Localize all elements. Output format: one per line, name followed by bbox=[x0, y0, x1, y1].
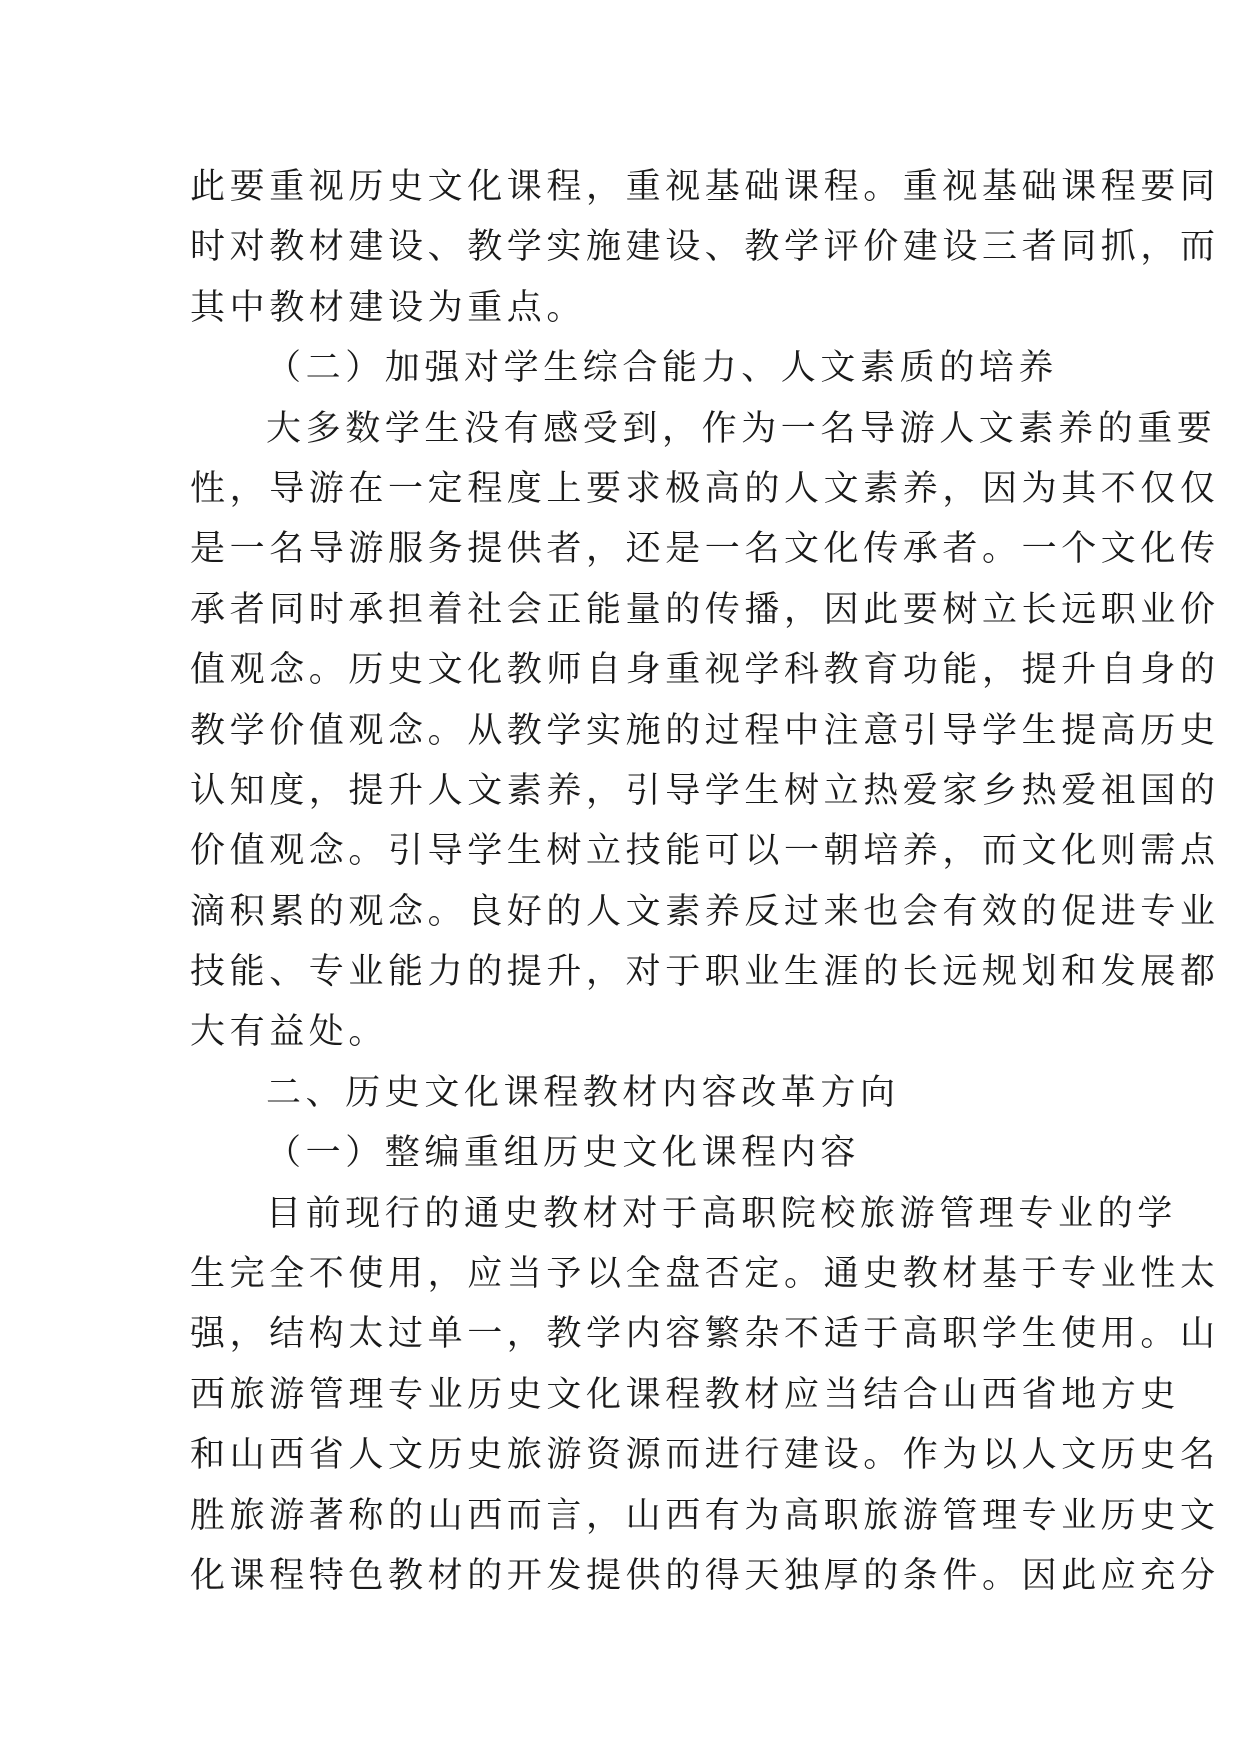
text-line: 承者同时承担着社会正能量的传播，因此要树立长远职业价 bbox=[190, 589, 1220, 630]
text-line: 大多数学生没有感受到，作为一名导游人文素养的重要 bbox=[266, 408, 1217, 449]
subsection-heading: （一）整编重组历史文化课程内容 bbox=[266, 1133, 861, 1174]
text-line: 价值观念。引导学生树立技能可以一朝培养，而文化则需点 bbox=[190, 831, 1220, 872]
text-line: 此要重视历史文化课程，重视基础课程。重视基础课程要同 bbox=[190, 167, 1220, 207]
text-line: 目前现行的通史教材对于高职院校旅游管理专业的学 bbox=[266, 1193, 1177, 1234]
section-heading: 二、历史文化课程教材内容改革方向 bbox=[266, 1072, 900, 1113]
text-line: 滴积累的观念。良好的人文素养反过来也会有效的促进专业 bbox=[190, 891, 1220, 932]
text-line: 性，导游在一定程度上要求极高的人文素养，因为其不仅仅 bbox=[190, 468, 1220, 509]
text-line: 认知度，提升人文素养，引导学生树立热爱家乡热爱祖国的 bbox=[190, 770, 1220, 811]
text-line: 大有益处。 bbox=[190, 1012, 389, 1053]
text-line: 值观念。历史文化教师自身重视学科教育功能，提升自身的 bbox=[190, 650, 1220, 691]
text-line: 是一名导游服务提供者，还是一名文化传承者。一个文化传 bbox=[190, 529, 1220, 570]
text-line: 时对教材建设、教学实施建设、教学评价建设三者同抓，而 bbox=[190, 227, 1220, 268]
text-line: 生完全不使用，应当予以全盘否定。通史教材基于专业性太 bbox=[190, 1254, 1220, 1295]
text-line: 其中教材建设为重点。 bbox=[190, 287, 587, 328]
text-line: 强，结构太过单一，教学内容繁杂不适于高职学生使用。山 bbox=[190, 1314, 1220, 1355]
document-body bbox=[190, 157, 1220, 1606]
section-heading: （二）加强对学生综合能力、人文素质的培养 bbox=[266, 348, 1059, 389]
text-line: 和山西省人文历史旅游资源而进行建设。作为以人文历史名 bbox=[190, 1435, 1220, 1476]
text-line: 西旅游管理专业历史文化课程教材应当结合山西省地方史 bbox=[190, 1374, 1181, 1415]
text-line: 胜旅游著称的山西而言，山西有为高职旅游管理专业历史文 bbox=[190, 1495, 1220, 1536]
text-line: 化课程特色教材的开发提供的得天独厚的条件。因此应充分 bbox=[190, 1555, 1220, 1596]
text-line: 教学价值观念。从教学实施的过程中注意引导学生提高历史 bbox=[190, 710, 1220, 751]
text-line: 技能、专业能力的提升，对于职业生涯的长远规划和发展都 bbox=[190, 952, 1220, 993]
